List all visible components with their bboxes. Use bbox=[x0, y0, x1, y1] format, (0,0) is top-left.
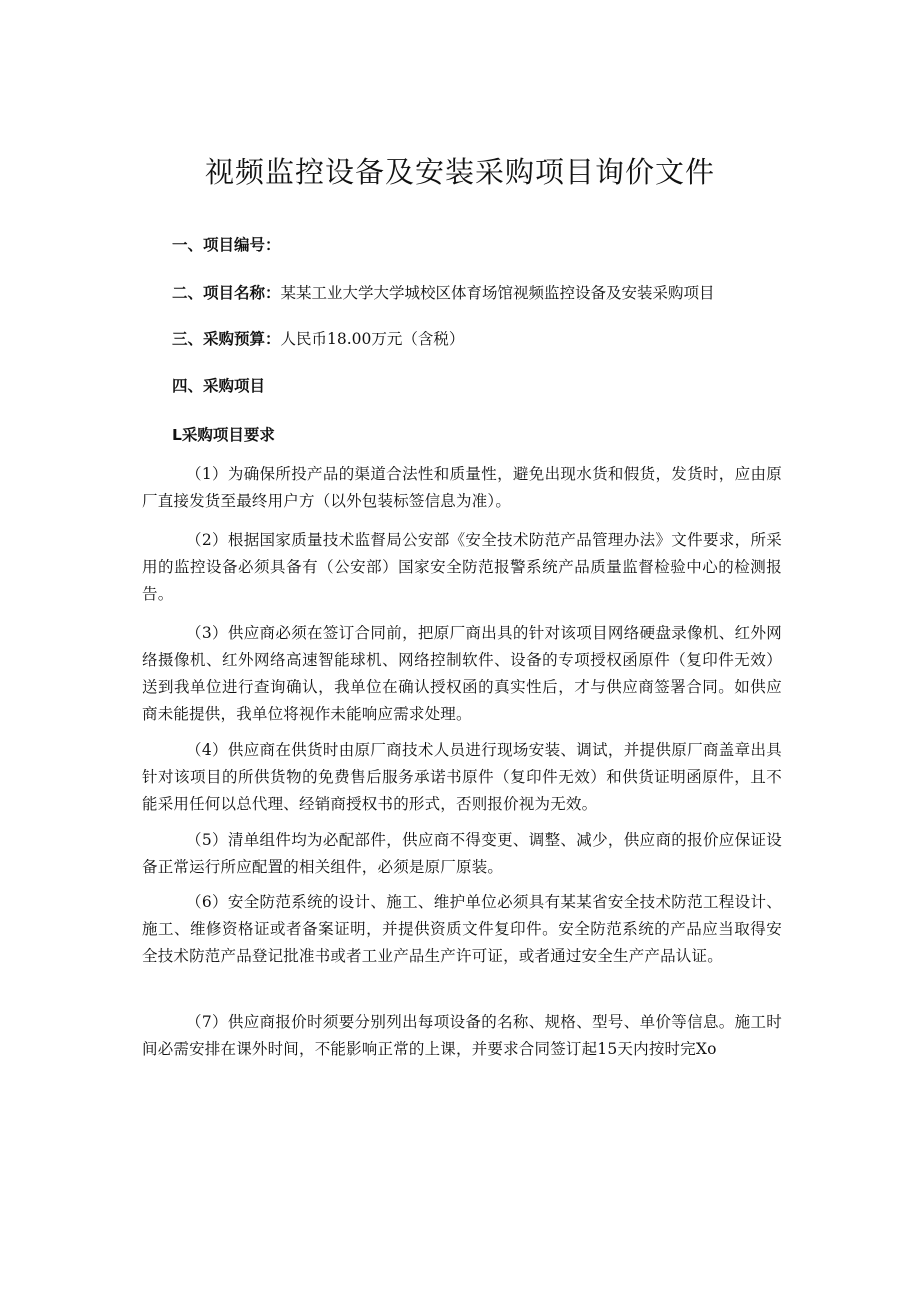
field-label: 一、项目编号： bbox=[172, 236, 281, 254]
requirement-paragraph: （7）供应商报价时须要分别列出每项设备的名称、规格、型号、单价等信息。施工时间必需安排在课外时间，不能影响正常的上课，并要求合同签订起15天内按时完Xo bbox=[142, 1013, 782, 1058]
document-title: 视频监控设备及安装采购项目询价文件 bbox=[204, 155, 715, 189]
field-project-number bbox=[172, 234, 281, 256]
requirement-paragraph: （6）安全防范系统的设计、施工、维护单位必须具有某某省安全技术防范工程设计、施工、维修资格证或者备案证明，并提供资质文件复印件。安全防范系统的产品应当取得安全技术防范产品登记批准书或者工业产品生产许可证，或者通过安全生产产品认证。 bbox=[142, 893, 782, 965]
field-value: 人民币18.00万元（含税） bbox=[280, 330, 465, 348]
field-project-name bbox=[172, 282, 715, 304]
requirement-paragraph: （2）根据国家质量技术监督局公安部《安全技术防范产品管理办法》文件要求，所采用的监控设备必须具备有（公安部）国家安全防范报警系统产品质量监督检验中心的检测报告。 bbox=[142, 531, 782, 603]
field-label: 三、采购预算： bbox=[172, 330, 281, 348]
requirement-paragraph: （3）供应商必须在签订合同前，把原厂商出具的针对该项目网络硬盘录像机、红外网络摄像机、红外网络高速智能球机、网络控制软件、设备的专项授权函原件（复印件无效）送到我单位进行查询确认，我单位在确认授权函的真实性后，才与供应商签署合同。如供应商未能提供，我单位将视作未能响应需求处理。 bbox=[142, 624, 782, 723]
section-subheading: L采购项目要求 bbox=[172, 426, 275, 444]
requirement-paragraph: （1）为确保所投产品的渠道合法性和质量性，避免出现水货和假货，发货时，应由原厂直接发货至最终用户方（以外包装标签信息为准）。 bbox=[142, 465, 782, 510]
field-label: 四、采购项目 bbox=[172, 377, 266, 395]
field-procurement-items bbox=[172, 375, 265, 397]
field-value: 某某工业大学大学城校区体育场馆视频监控设备及安装采购项目 bbox=[280, 284, 715, 302]
requirement-paragraph: （4）供应商在供货时由原厂商技术人员进行现场安装、调试，并提供原厂商盖章出具针对该项目的所供货物的免费售后服务承诺书原件（复印件无效）和供货证明函原件，且不能采用任何以总代理、经销商授权书的形式，否则报价视为无效。 bbox=[142, 741, 782, 813]
requirement-paragraph: （5）清单组件均为必配部件，供应商不得变更、调整、减少，供应商的报价应保证设备正常运行所应配置的相关组件，必须是原厂原装。 bbox=[142, 831, 782, 876]
field-label: 二、项目名称： bbox=[172, 284, 281, 302]
field-budget bbox=[172, 328, 464, 350]
